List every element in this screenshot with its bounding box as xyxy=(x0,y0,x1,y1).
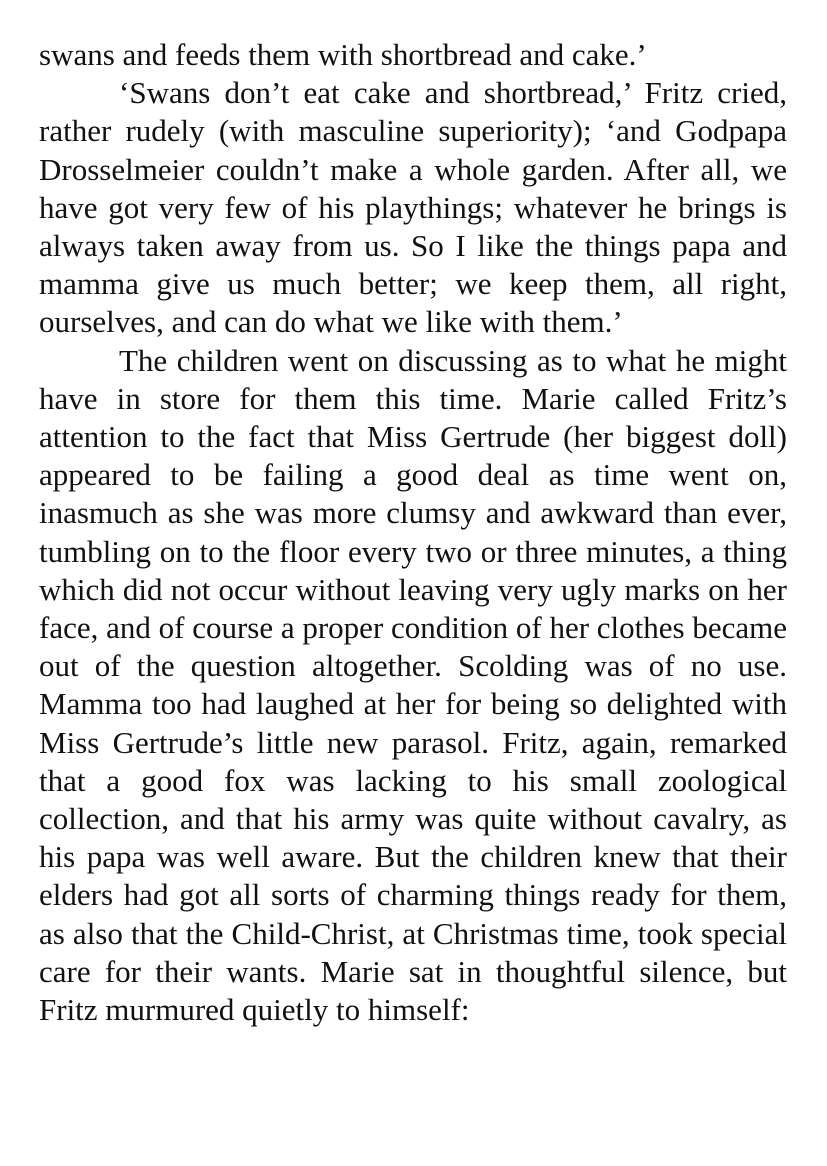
paragraph-continued: swans and feeds them with shortbread and cake.’ xyxy=(39,37,647,72)
page-body xyxy=(39,36,787,1029)
paragraph-children-discussing: The children went on discussing as to what he might have in store for them this time. Marie called Fritz’s attention to the fact that Miss Gertrude (her biggest doll) appeared to be failing a good deal as time went on, inasmuch as she was more clumsy and awkward than ever, tumbling on to the floor every two or three minutes, a thing which did not occur without leaving very ugly marks on her face, and of course a proper condition of her clothes became out of the question altogether. Scolding was of no use. Mamma too had laughed at her for being so delighted with Miss Gertrude’s little new parasol. Fritz, again, remarked that a good fox was lacking to his small zoological collection, and that his army was quite without cavalry, as his papa was well aware. But the children knew that their elders had got all sorts of charming things ready for them, as also that the Child-Christ, at Christmas time, took special care for their wants. Marie sat in thoughtful silence, but Fritz murmured quietly to himself: xyxy=(39,342,787,1028)
paragraph-fritz-reply: ‘Swans don’t eat cake and shortbread,’ Fritz cried, rather rudely (with masculine superiority); ‘and Godpapa Drosselmeier couldn’t make a whole garden. After all, we have got very few of his playthings; whatever he brings is always taken away from us. So I like the things papa and mamma give us much better; we keep them, all right, ourselves, and can do what we like with them.’ xyxy=(39,75,787,340)
